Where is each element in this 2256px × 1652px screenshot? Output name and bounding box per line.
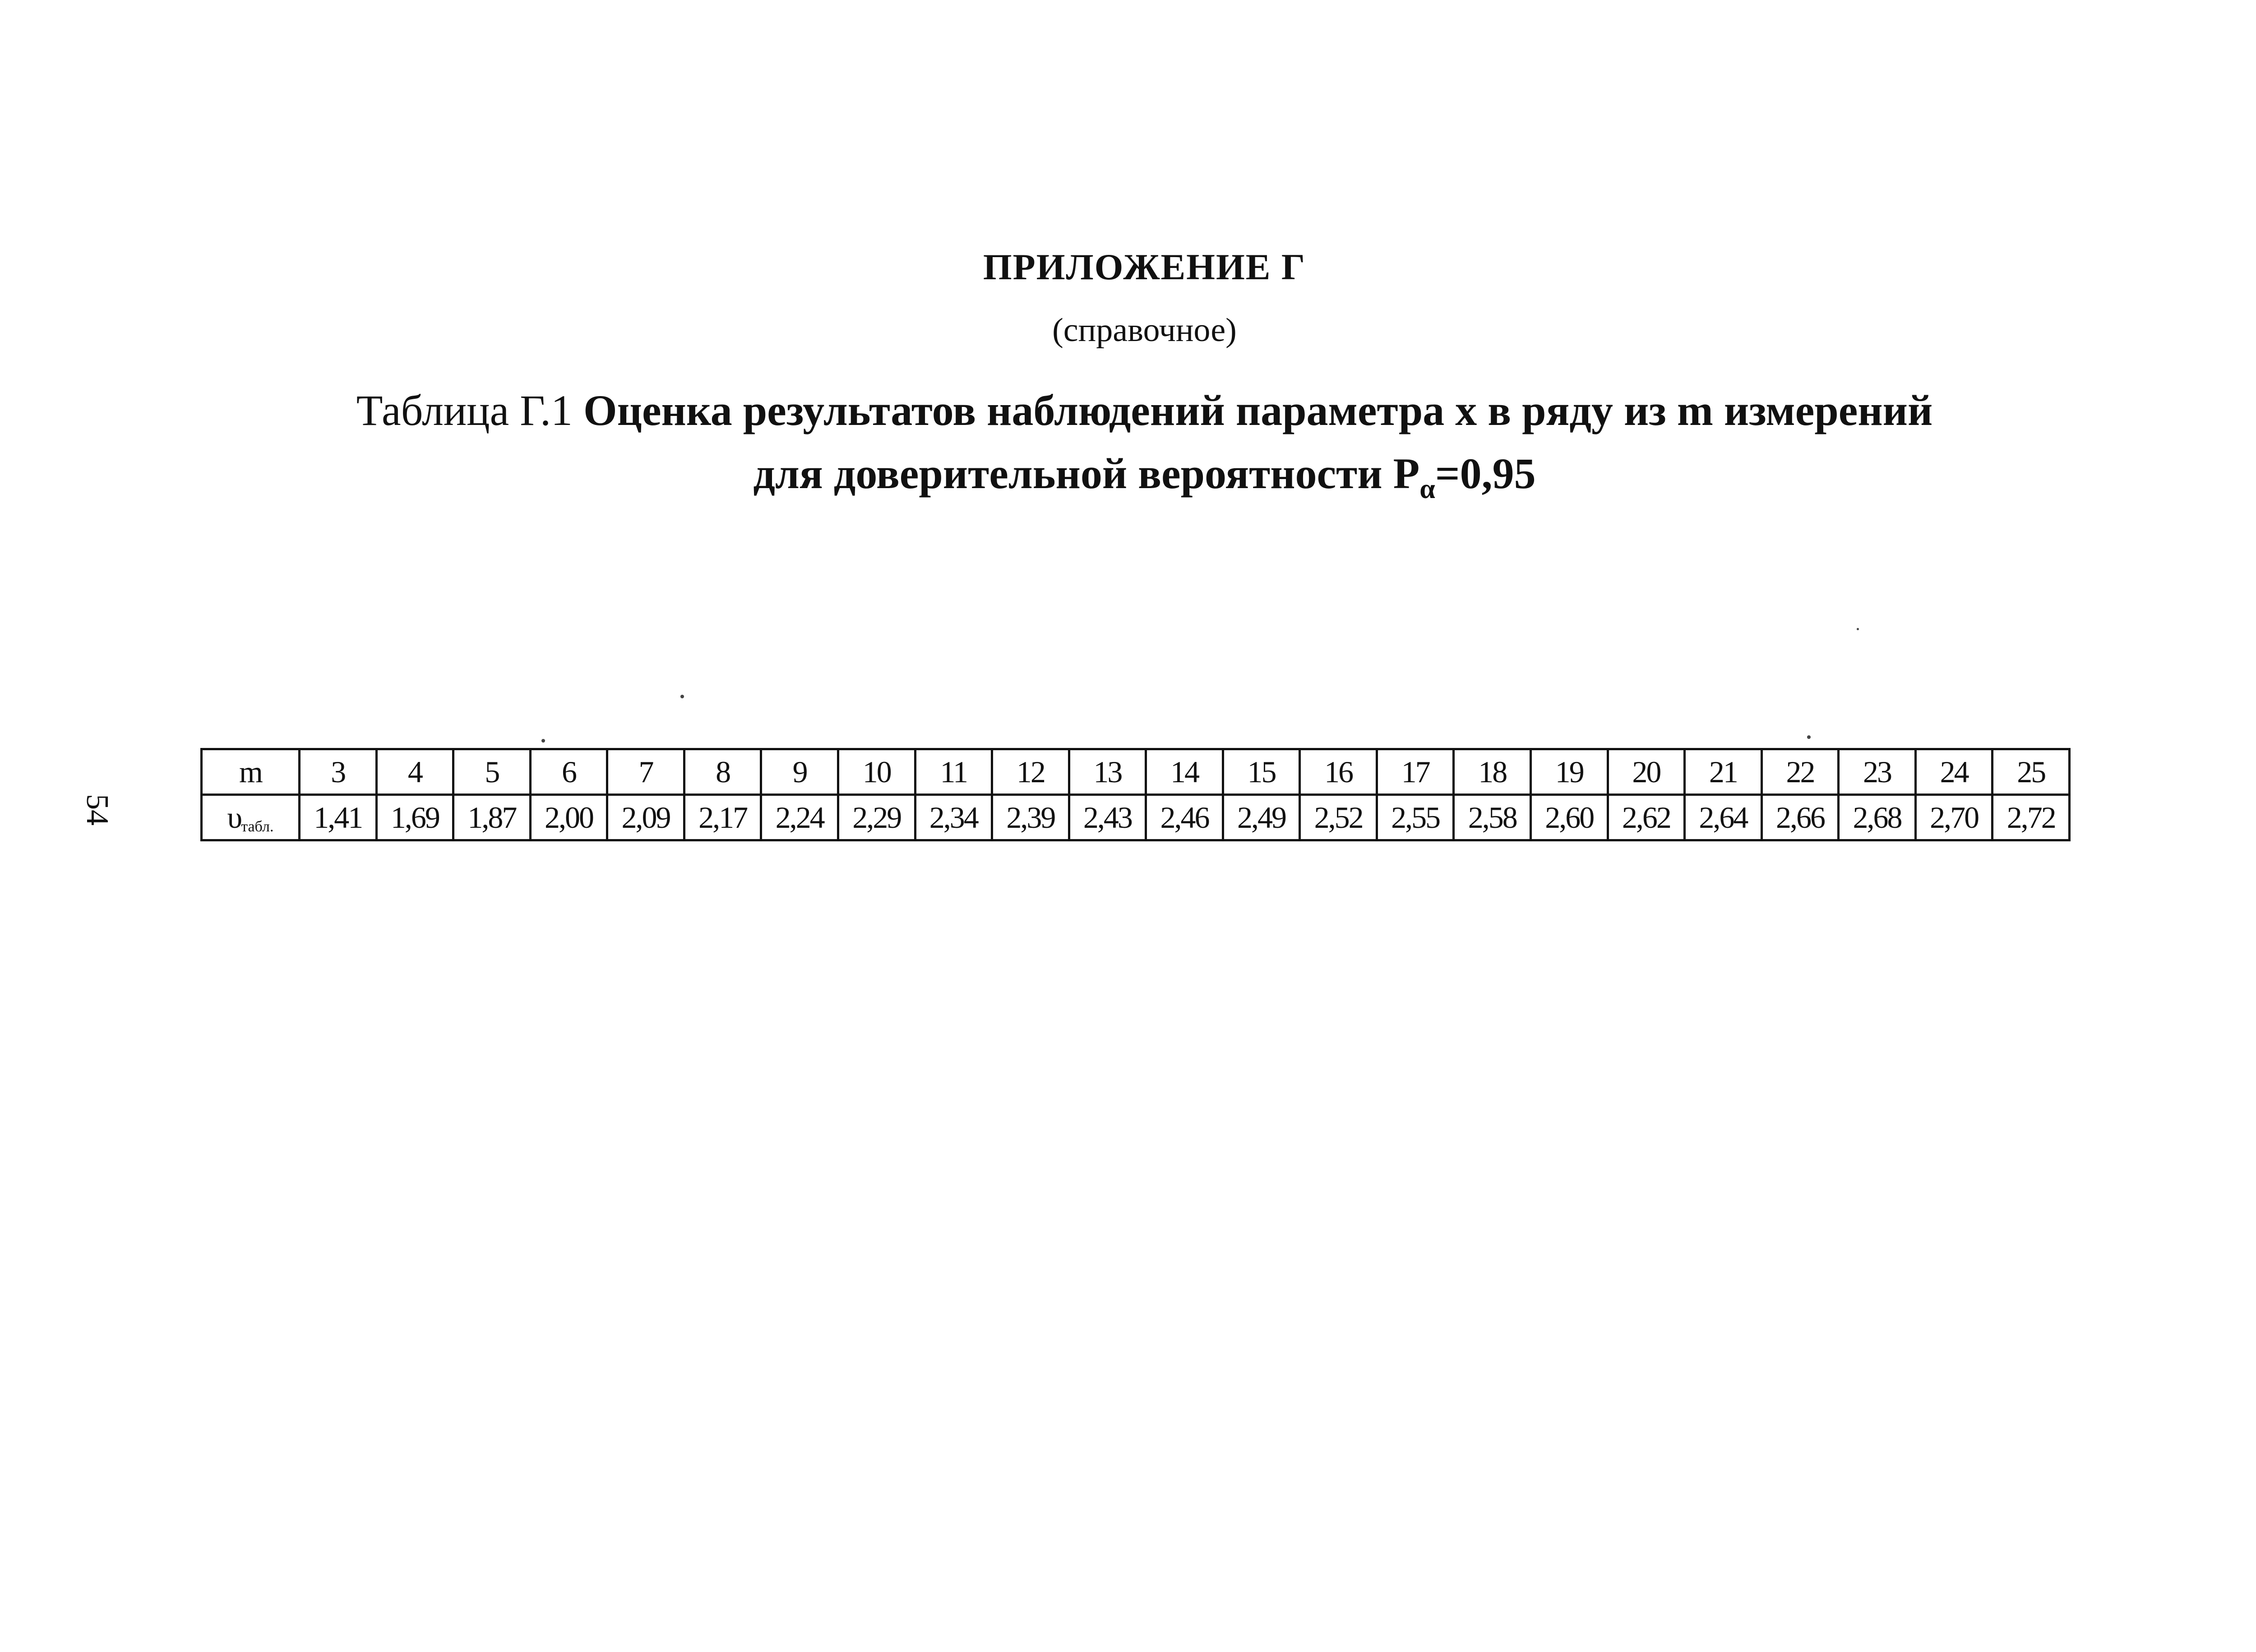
cell-m: 8 <box>684 749 761 795</box>
row-header-v-subscript: табл. <box>241 818 274 835</box>
scan-speck <box>680 695 684 698</box>
cell-v: 2,39 <box>992 795 1069 840</box>
cell-m: 10 <box>838 749 915 795</box>
cell-m: 15 <box>1223 749 1300 795</box>
scan-speck <box>1807 735 1811 739</box>
cell-v: 2,49 <box>1223 795 1300 840</box>
cell-m: 16 <box>1300 749 1377 795</box>
cell-v: 2,09 <box>607 795 684 840</box>
scan-speck <box>1857 628 1859 630</box>
cell-m: 6 <box>530 749 607 795</box>
cell-m: 17 <box>1377 749 1454 795</box>
cell-v: 2,46 <box>1146 795 1223 840</box>
cell-m: 3 <box>300 749 377 795</box>
row-header-m: m <box>202 749 300 795</box>
cell-v: 2,52 <box>1300 795 1377 840</box>
cell-v: 2,34 <box>915 795 992 840</box>
cell-m: 24 <box>1915 749 1992 795</box>
cell-m: 19 <box>1531 749 1608 795</box>
cell-m: 14 <box>1146 749 1223 795</box>
cell-v: 2,62 <box>1608 795 1685 840</box>
confidence-value: =0,95 <box>1435 449 1536 498</box>
cell-m: 12 <box>992 749 1069 795</box>
cell-v: 2,68 <box>1839 795 1916 840</box>
cell-v: 1,87 <box>453 795 531 840</box>
cell-v: 2,55 <box>1377 795 1454 840</box>
cell-m: 4 <box>376 749 453 795</box>
cell-m: 22 <box>1761 749 1839 795</box>
cell-v: 2,29 <box>838 795 915 840</box>
cell-m: 20 <box>1608 749 1685 795</box>
cell-v: 2,72 <box>1992 795 2070 840</box>
cell-v: 2,70 <box>1915 795 1992 840</box>
row-header-v-symbol: υ <box>227 800 241 835</box>
cell-v: 2,43 <box>1069 795 1146 840</box>
cell-m: 13 <box>1069 749 1146 795</box>
cell-v: 2,60 <box>1531 795 1608 840</box>
cell-m: 18 <box>1454 749 1531 795</box>
cell-m: 21 <box>1685 749 1762 795</box>
row-header-v <box>202 795 300 840</box>
cell-m: 7 <box>607 749 684 795</box>
cell-m: 11 <box>915 749 992 795</box>
appendix-subtitle: (справочное) <box>1052 312 1237 349</box>
table-caption <box>0 379 2256 521</box>
cell-v: 2,24 <box>761 795 838 840</box>
cell-v: 2,17 <box>684 795 761 840</box>
cell-m: 9 <box>761 749 838 795</box>
confidence-prefix: для доверительной вероятности P <box>753 449 1420 498</box>
cell-v: 2,64 <box>1685 795 1762 840</box>
table-row-m <box>202 749 2070 795</box>
scan-speck <box>541 739 545 743</box>
cell-v: 1,69 <box>376 795 453 840</box>
cell-m: 25 <box>1992 749 2070 795</box>
cell-v: 2,00 <box>530 795 607 840</box>
table-caption-line-1 <box>0 379 2256 442</box>
table-caption-line-2 <box>0 442 2256 521</box>
cell-m: 5 <box>453 749 531 795</box>
table-row-v <box>202 795 2070 840</box>
data-table <box>200 748 2071 841</box>
cell-v: 2,66 <box>1761 795 1839 840</box>
cell-m: 23 <box>1839 749 1916 795</box>
appendix-title: ПРИЛОЖЕНИЕ Г <box>983 246 1306 287</box>
table-label: Таблица Г.1 <box>356 386 573 434</box>
cell-v: 2,58 <box>1454 795 1531 840</box>
page-number: 54 <box>80 794 115 826</box>
confidence-subscript: α <box>1419 474 1435 504</box>
table-caption-text: Оценка результатов наблюдений параметра x в ряду из m измерений <box>583 386 1933 434</box>
cell-v: 1,41 <box>300 795 377 840</box>
